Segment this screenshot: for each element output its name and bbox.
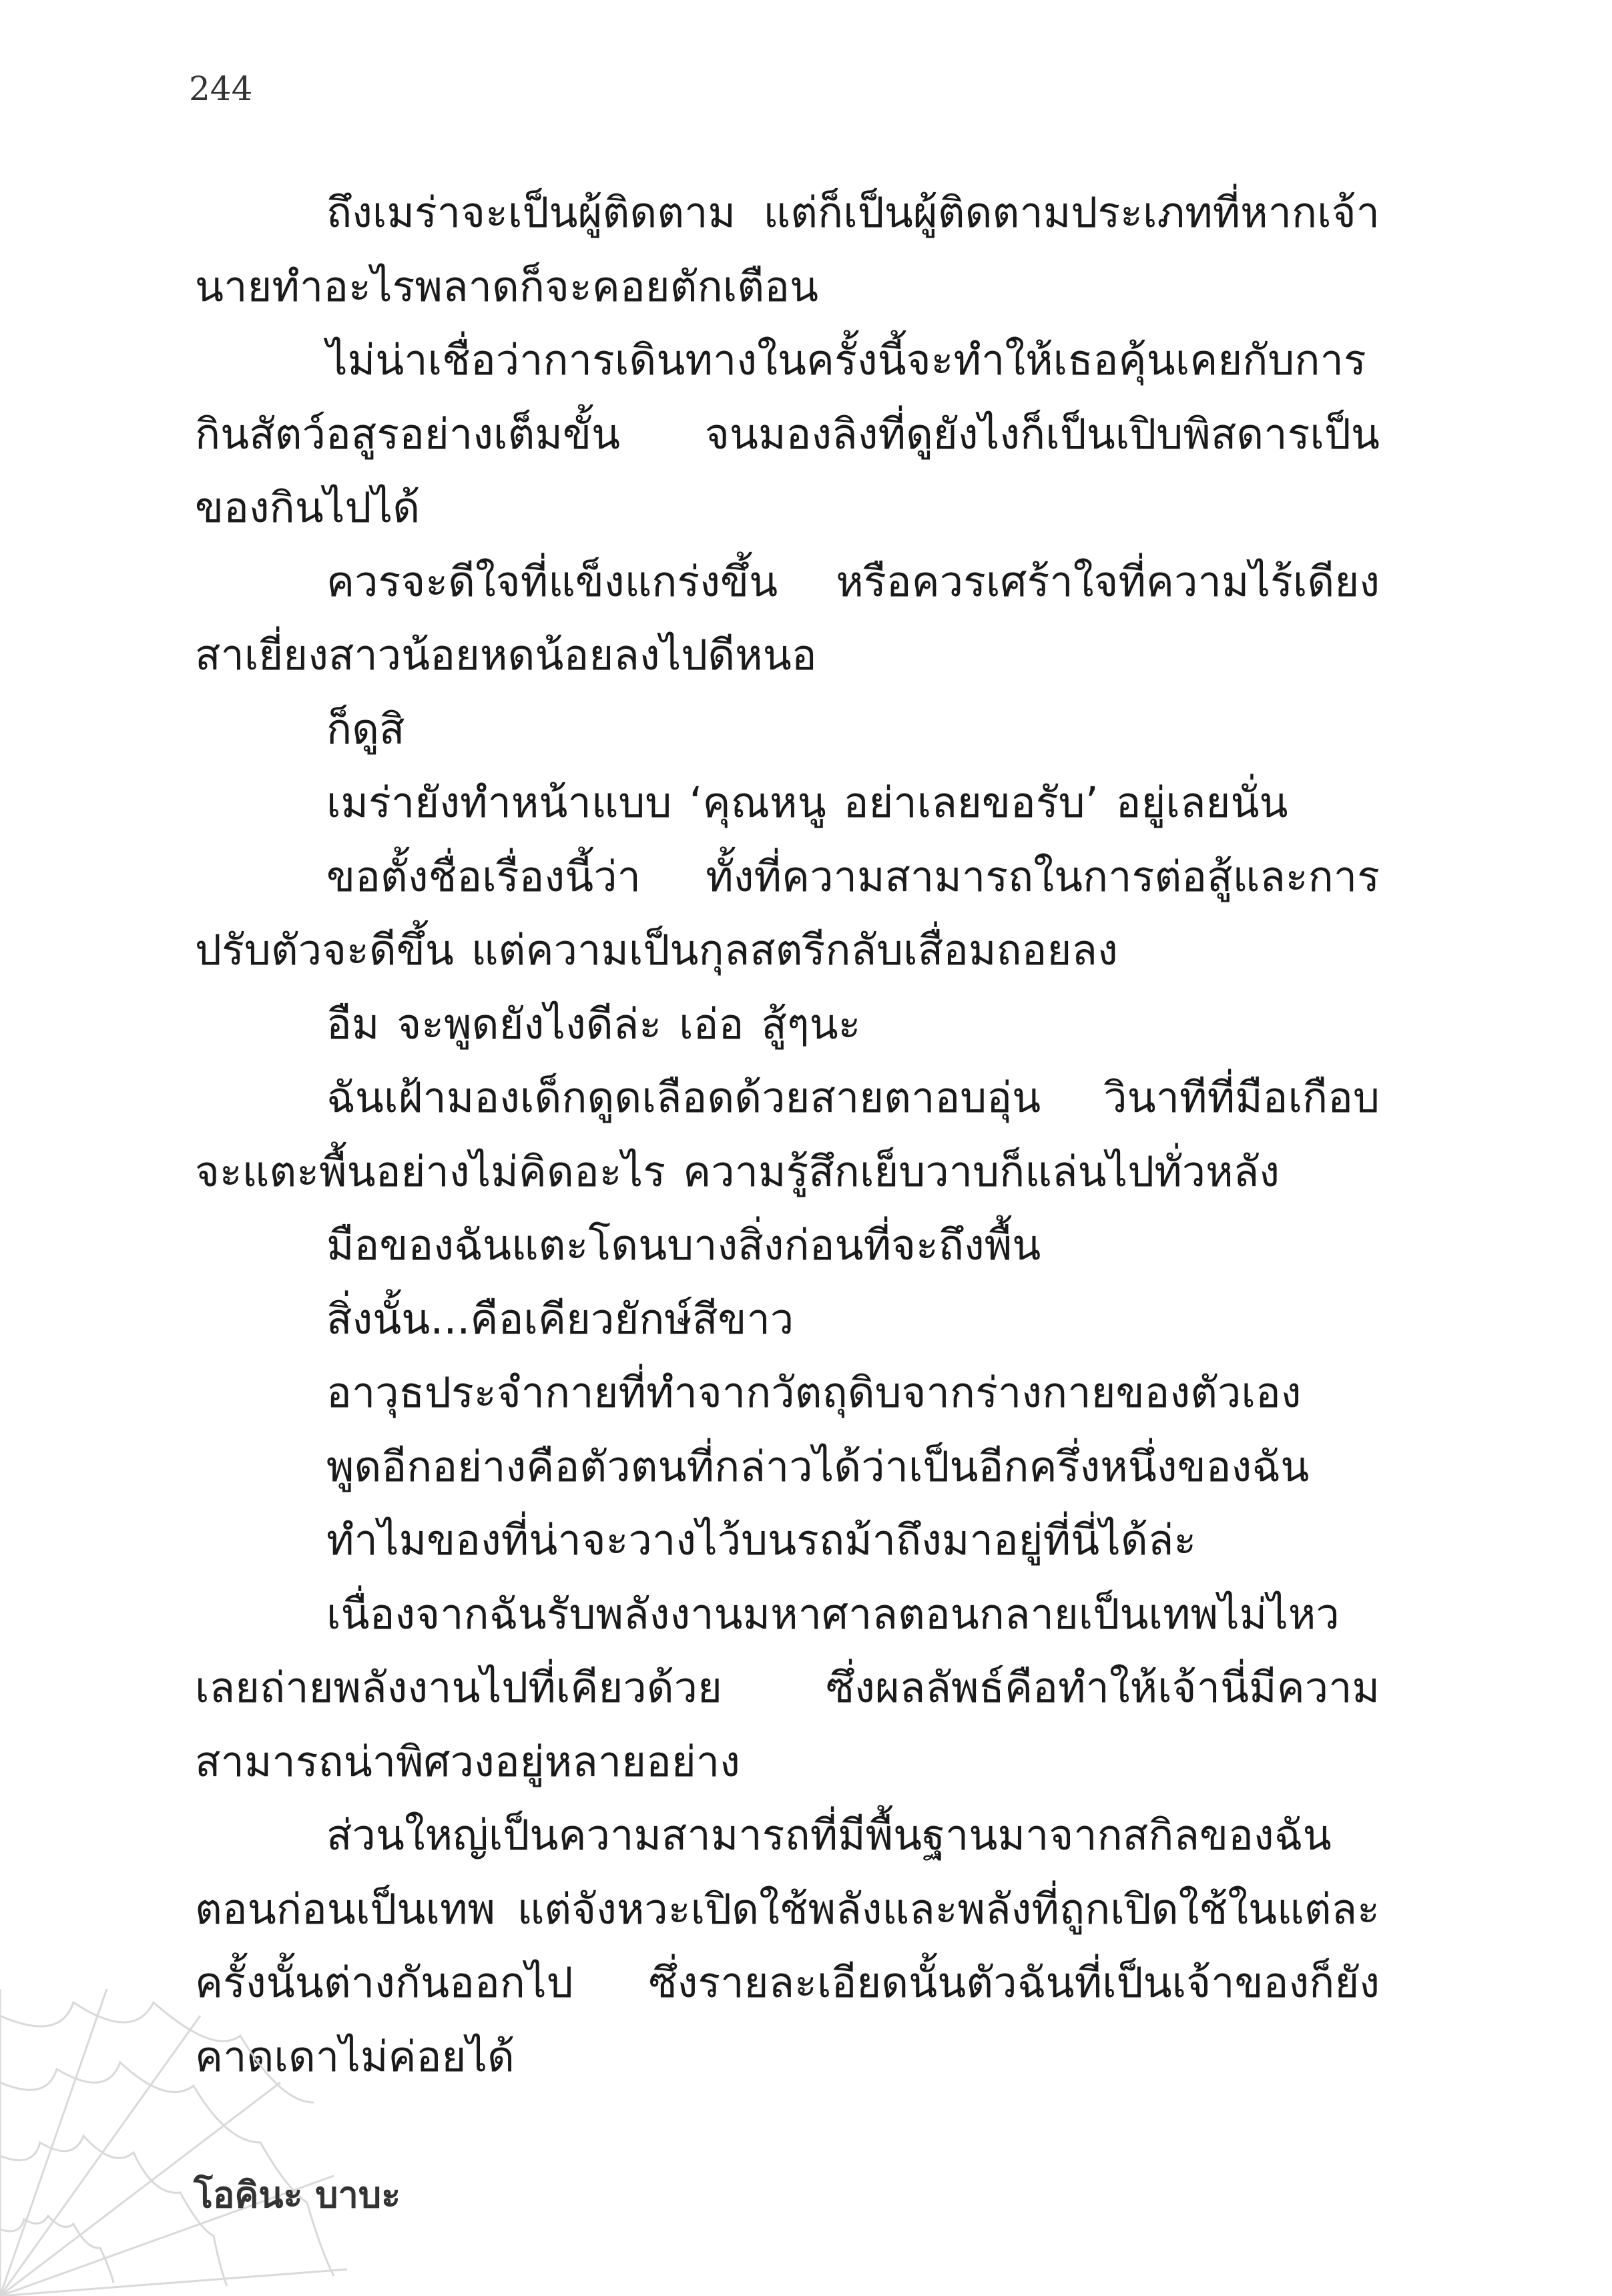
- paragraph: ควรจะดีใจที่แข็งแกร่งขึ้น หรือควรเศร้าใจที่ความไร้เดียงสาเยี่ยงสาวน้อยหดน้อยลงไปดีหนอ: [195, 557, 1380, 679]
- paragraph: เมร่ายังทำหน้าแบบ ‘คุณหนู อย่าเลยขอรับ’ อยู่เลยนั่น: [326, 778, 1288, 827]
- paragraph: ไม่น่าเชื่อว่าการเดินทางในครั้งนี้จะทำให้เธอคุ้นเคยกับการกินสัตว์อสูรอย่างเต็มขั้น จนมองลิงที่ดูยังไงก็เป็นเปิบพิสดารเป็นของกินไปได้: [195, 336, 1380, 532]
- paragraph: พูดอีกอย่างคือตัวตนที่กล่าวได้ว่าเป็นอีกครึ่งหนึ่งของฉัน: [326, 1442, 1310, 1491]
- paragraph: ถึงเมร่าจะเป็นผู้ติดตาม แต่ก็เป็นผู้ติดตามประเภทที่หากเจ้านายทำอะไรพลาดก็จะคอยตักเตือน: [195, 188, 1380, 311]
- body-text: [195, 176, 1380, 2094]
- paragraph: ส่วนใหญ่เป็นความสามารถที่มีพื้นฐานมาจากสกิลของฉันตอนก่อนเป็นเทพ แต่จังหวะเปิดใช้พลังและพลังที่ถูกเปิดใช้ในแต่ละครั้งนั้นต่างกันออกไป ซึ่งรายละเอียดนั้นตัวฉันที่เป็นเจ้าของก็ยังคาดเดาไม่ค่อยได้: [195, 1811, 1380, 2081]
- paragraph: ก็ดูสิ: [326, 704, 405, 754]
- page-number: 244: [189, 69, 253, 108]
- paragraph: ฉันเฝ้ามองเด็กดูดเลือดด้วยสายตาอบอุ่น วินาทีที่มือเกือบจะแตะพื้นอย่างไม่คิดอะไร ความรู้สึกเย็บวาบก็แล่นไปทั่วหลัง: [195, 1073, 1380, 1196]
- paragraph: ขอตั้งชื่อเรื่องนี้ว่า ทั้งที่ความสามารถในการต่อสู้และการปรับตัวจะดีขึ้น แต่ความเป็นกุลสตรีกลับเสื่อมถอยลง: [195, 852, 1380, 974]
- paragraph: ทำไมของที่น่าจะวางไว้บนรถม้าถึงมาอยู่ที่นี่ได้ล่ะ: [326, 1516, 1197, 1564]
- author-name: โอคินะ บาบะ: [194, 2174, 401, 2216]
- paragraph: อาวุธประจำกายที่ทำจากวัตถุดิบจากร่างกายของตัวเอง: [326, 1368, 1302, 1417]
- paragraph: มือของฉันแตะโดนบางสิ่งก่อนที่จะถึงพื้น: [326, 1221, 1041, 1269]
- paragraph: เนื่องจากฉันรับพลังงานมหาศาลตอนกลายเป็นเทพไม่ไหวเลยถ่ายพลังงานไปที่เคียวด้วย ซึ่งผลลัพธ์คือทำให้เจ้านี่มีความสามารถน่าพิศวงอยู่หลายอย่าง: [195, 1589, 1380, 1786]
- spider-web-decoration: [0, 1989, 347, 2296]
- paragraph: สิ่งนั้น...คือเคียวยักษ์สีขาว: [326, 1294, 794, 1344]
- paragraph: อืม จะพูดยังไงดีล่ะ เอ่อ สู้ๆนะ: [326, 999, 861, 1049]
